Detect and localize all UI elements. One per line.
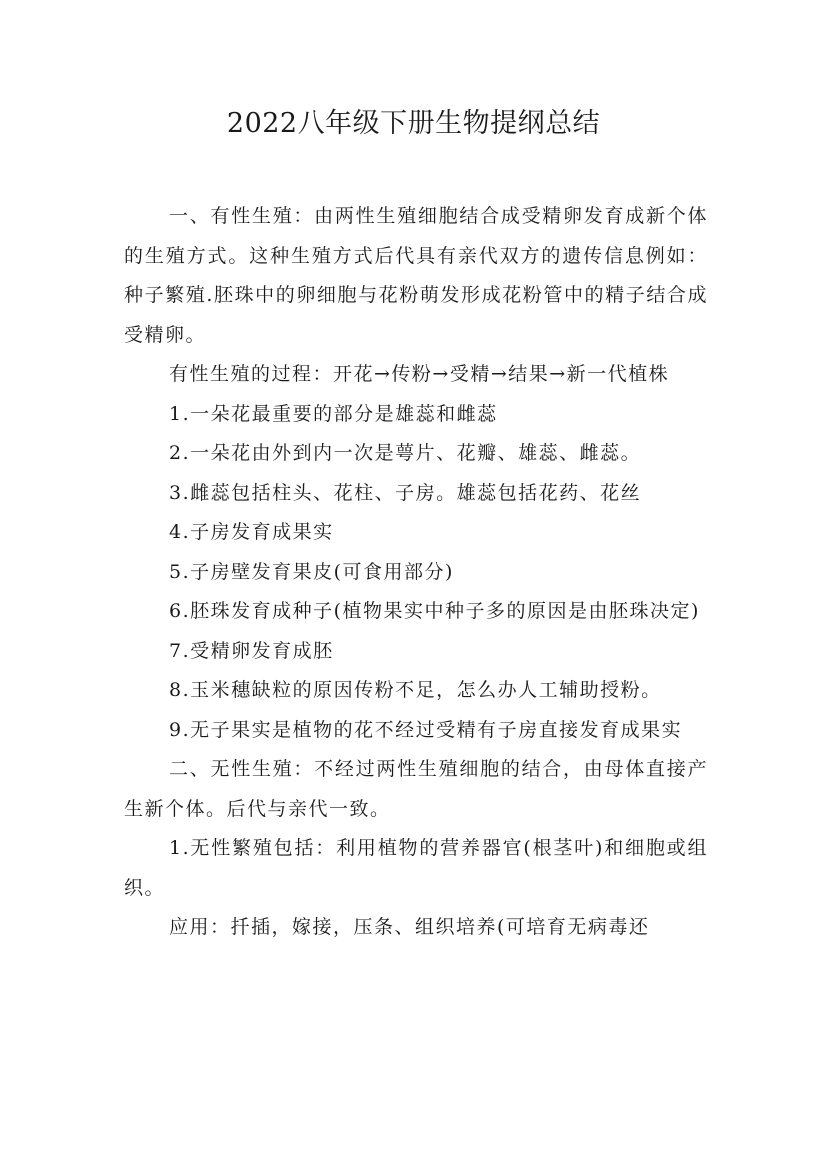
list-item: 6.胚珠发育成种子(植物果实中种子多的原因是由胚珠决定)	[169, 600, 700, 622]
list-item: 9.无子果实是植物的花不经过受精有子房直接发育成果实	[169, 718, 683, 741]
list-item: 7.受精卵发育成胚	[169, 639, 334, 662]
list-item: 5.子房壁发育果皮(可食用部分)	[169, 560, 454, 583]
paragraph-sexual-process: 有性生殖的过程：开花→传粉→受精→结果→新一代植株	[169, 363, 670, 385]
list-item: 1.一朵花最重要的部分是雄蕊和雌蕊	[169, 402, 498, 425]
document-title: 2022八年级下册生物提纲总结	[226, 108, 601, 139]
list-item: 4.子房发育成果实	[169, 521, 334, 543]
paragraph-application: 应用：扦插，嫁接，压条、组织培养(可培育无病毒还	[169, 916, 650, 938]
list-item: 3.雌蕊包括柱头、花柱、子房。雄蕊包括花药、花丝	[169, 481, 642, 504]
paragraph-asexual-reproduction: 二、无性生殖：不经过两性生殖细胞的结合，由母体直接产生新个体。后代与亲代一致。	[124, 758, 708, 820]
document-body	[124, 197, 708, 948]
list-item: 2.一朵花由外到内一次是萼片、花瓣、雄蕊、雌蕊。	[169, 442, 642, 464]
list-item: 8.玉米穗缺粒的原因传粉不足，怎么办人工辅助授粉。	[169, 679, 662, 701]
paragraph-sexual-reproduction: 一、有性生殖：由两性生殖细胞结合成受精卵发育成新个体的生殖方式。这种生殖方式后代具有亲代双方的遗传信息例如：种子繁殖.胚珠中的卵细胞与花粉萌发形成花粉管中的精子结合成受精卵。	[124, 205, 708, 346]
list-item: 1.无性繁殖包括：利用植物的营养器官(根茎叶)和细胞或组织。	[124, 837, 708, 899]
